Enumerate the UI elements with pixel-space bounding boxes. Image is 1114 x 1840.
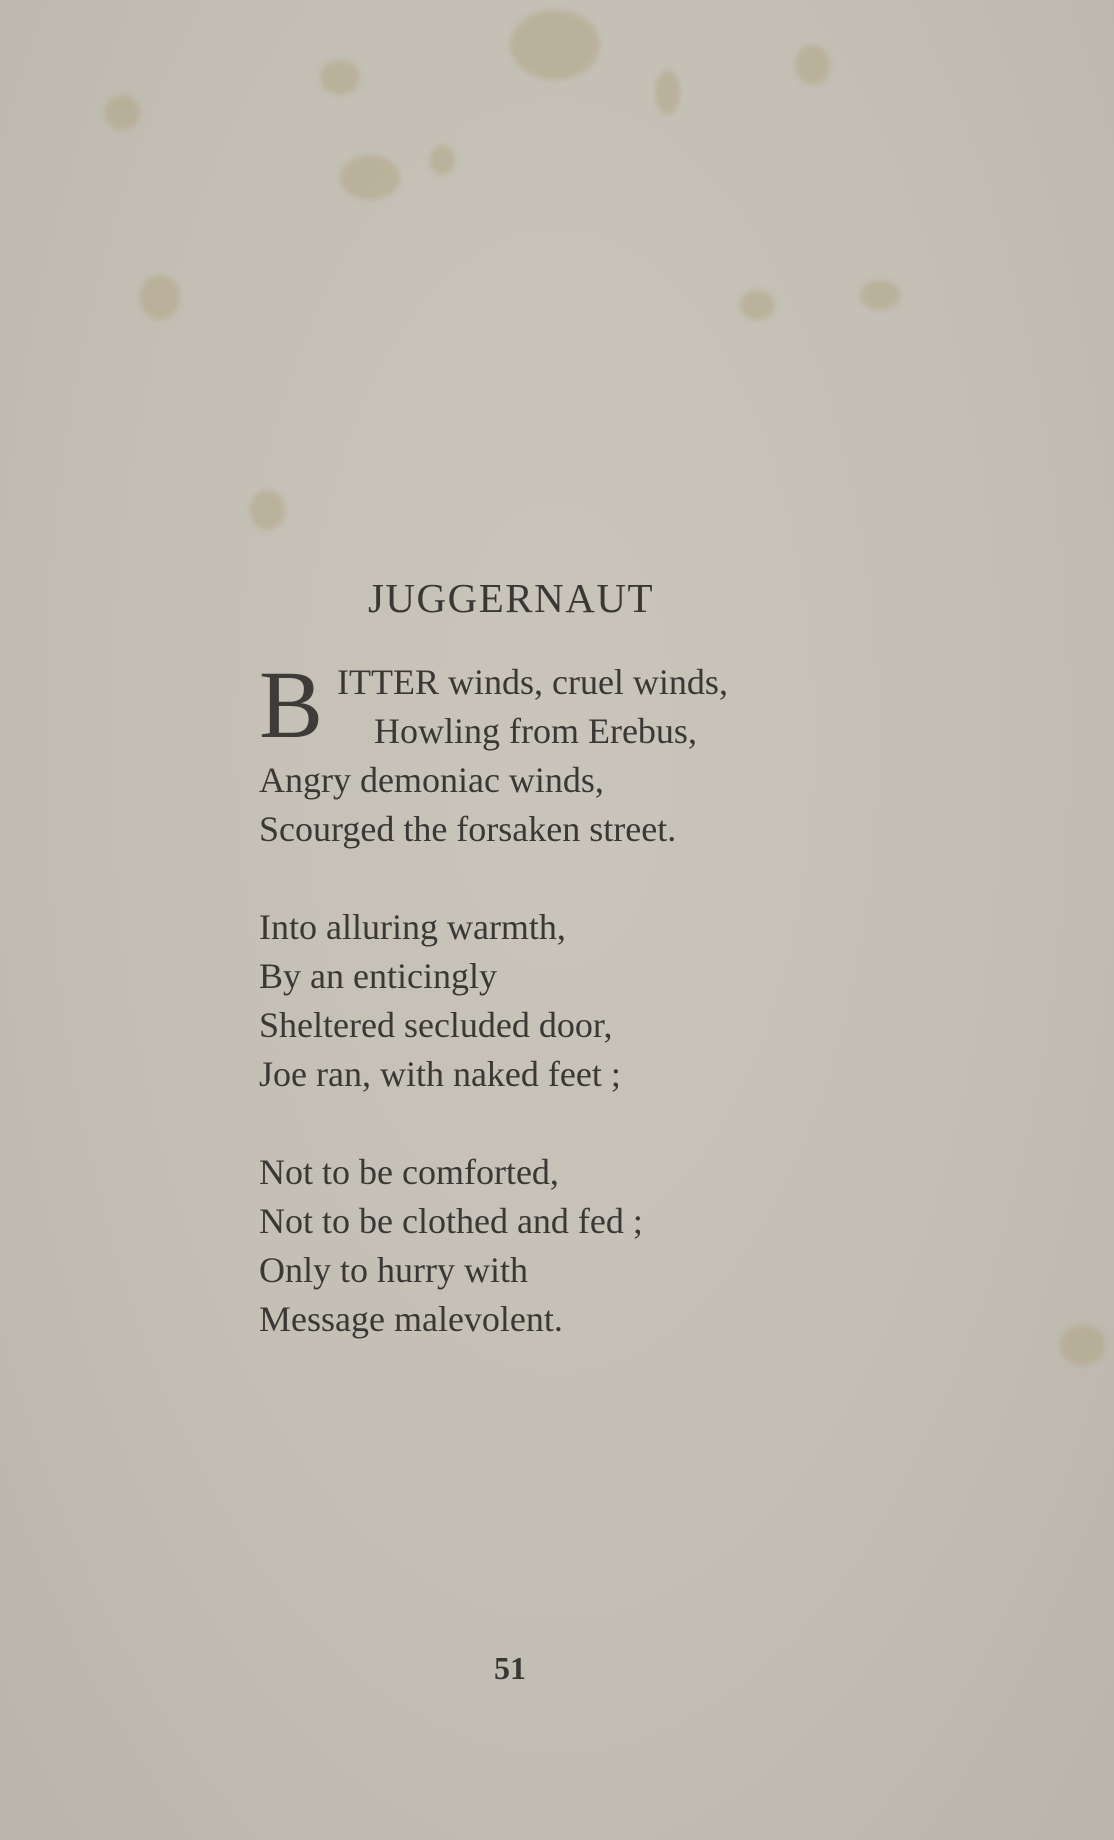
poem-line-10: Not to be clothed and fed ; — [259, 1201, 643, 1241]
poem-line-4: Scourged the forsaken street. — [259, 809, 677, 849]
poem-line-12: Message malevolent. — [259, 1299, 563, 1339]
poem-line-5: Into alluring warmth, — [259, 907, 566, 947]
poem-line-11: Only to hurry with — [259, 1250, 528, 1290]
stanza-1 — [259, 651, 879, 854]
poem-line-9: Not to be comforted, — [259, 1152, 559, 1192]
foxing-stain — [1060, 1325, 1105, 1365]
foxing-stain — [140, 275, 180, 320]
poem-line-6: By an enticingly — [259, 956, 497, 996]
foxing-stain — [430, 145, 455, 175]
foxing-stain — [795, 45, 830, 85]
poem-title: JUGGERNAUT — [367, 575, 655, 621]
poem-line-8: Joe ran, with naked feet ; — [259, 1054, 621, 1094]
foxing-stain — [105, 95, 140, 130]
foxing-stain — [340, 155, 400, 200]
foxing-stain — [250, 490, 285, 530]
poem-line-2: Howling from Erebus, — [374, 711, 697, 751]
foxing-stain — [860, 280, 900, 310]
stanza-3 — [259, 1148, 879, 1344]
poem-line-7: Sheltered secluded door, — [259, 1005, 613, 1045]
poem-line-3: Angry demoniac winds, — [259, 760, 604, 800]
poem-body — [259, 651, 879, 1393]
foxing-stain — [320, 60, 360, 95]
foxing-stain — [510, 10, 600, 80]
drop-cap: B — [259, 651, 324, 758]
foxing-stain — [655, 70, 680, 115]
first-line-text: ITTER winds, cruel winds, — [337, 662, 728, 702]
page-number: 51 — [494, 1650, 526, 1686]
foxing-stain — [740, 290, 775, 320]
stanza-2 — [259, 903, 879, 1099]
